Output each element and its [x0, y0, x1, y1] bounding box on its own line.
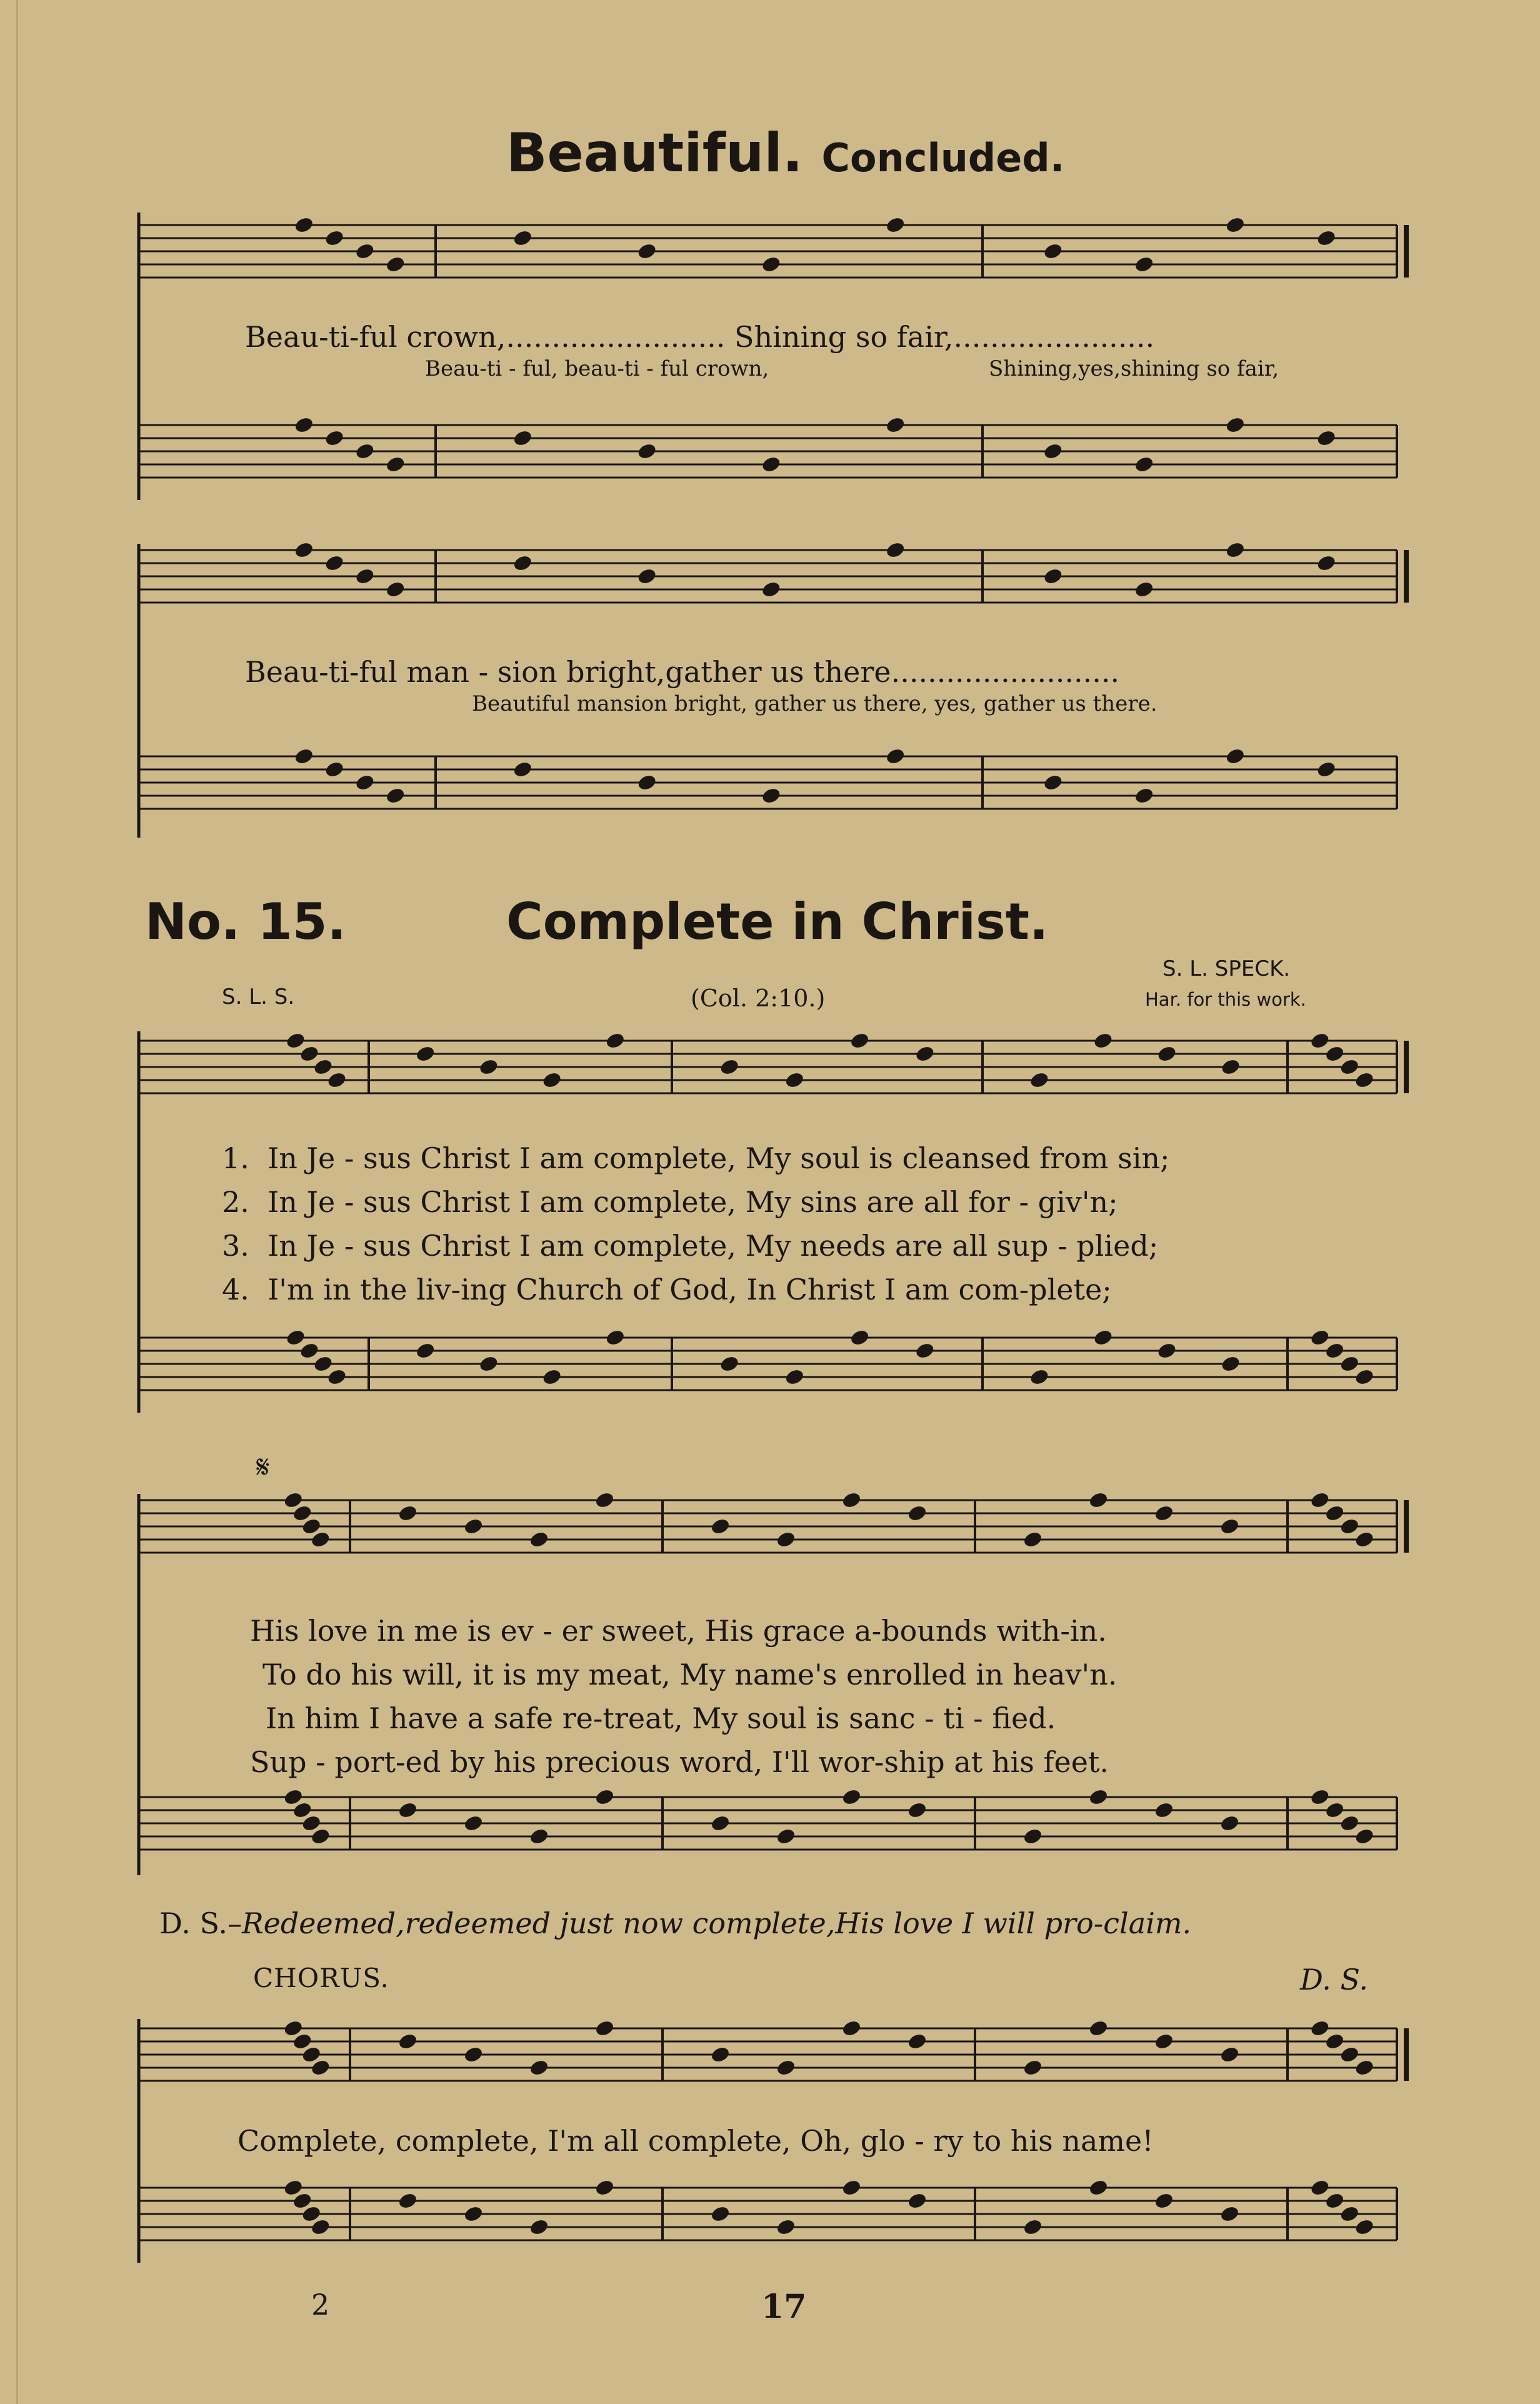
note-head	[541, 1071, 562, 1089]
hymn-title: Complete in Christ.	[506, 893, 1049, 951]
note-head	[1316, 229, 1337, 248]
note-head	[301, 1517, 322, 1536]
note-head	[1354, 1530, 1375, 1549]
note-head	[710, 2045, 731, 2064]
note-head	[636, 567, 658, 586]
verse-line: 3. In Je - sus Christ I am complete, My needs are all sup - plied;	[222, 1229, 1159, 1263]
verse-line: His love in me is ev - er sweet, His grace a-bounds with-in.	[250, 1614, 1107, 1648]
note-head	[312, 1355, 334, 1373]
note-head	[1154, 2191, 1175, 2210]
note-head	[301, 2205, 322, 2223]
note-head	[293, 216, 314, 234]
note-head	[1156, 1341, 1178, 1360]
note-head	[594, 1788, 616, 1806]
note-head	[463, 1517, 484, 1536]
note-head	[710, 1517, 731, 1536]
note-head	[1324, 1801, 1346, 1820]
note-head	[761, 580, 782, 599]
note-head	[776, 1827, 797, 1846]
note-head	[1022, 1827, 1044, 1846]
note-head	[1354, 1071, 1375, 1089]
note-head	[594, 2178, 616, 2197]
note-head	[415, 1044, 436, 1063]
verse-line: 1. In Je - sus Christ I am complete, My soul is cleansed from sin;	[222, 1141, 1170, 1175]
note-head	[385, 786, 406, 805]
note-head	[354, 567, 376, 586]
note-head	[529, 1530, 550, 1549]
note-head	[326, 1368, 348, 1386]
note-head	[1309, 2019, 1331, 2038]
note-head	[310, 1827, 331, 1846]
note-head	[541, 1368, 562, 1386]
verse-line: Sup - port-ed by his precious word, I'll wor-ship at his feet.	[250, 1745, 1109, 1779]
note-head	[529, 2058, 550, 2077]
note-head	[1324, 2191, 1346, 2210]
note-head	[299, 1341, 320, 1360]
note-head	[1220, 1058, 1241, 1076]
note-head	[385, 580, 406, 599]
note-head	[1022, 2058, 1044, 2077]
note-head	[1309, 1031, 1331, 1050]
note-head	[285, 1328, 306, 1347]
note-head	[301, 2045, 322, 2064]
signature-mark: 2	[311, 2288, 330, 2321]
note-head	[478, 1058, 499, 1076]
beautiful-echo-line1a: Beau-ti - ful, beau-ti - ful crown,	[425, 356, 769, 381]
note-head	[282, 1491, 304, 1510]
note-head	[1134, 255, 1155, 274]
note-head	[463, 2045, 484, 2064]
note-head	[398, 2191, 419, 2210]
note-head	[512, 554, 533, 573]
note-head	[1022, 1530, 1044, 1549]
beautiful-lyric-line2: Beau-ti-ful man - sion bright,gather us there.........................	[245, 655, 1120, 689]
note-head	[761, 786, 782, 805]
note-head	[310, 2058, 331, 2077]
note-head	[1156, 1044, 1178, 1063]
note-head	[841, 1491, 862, 1510]
note-head	[1324, 2032, 1346, 2051]
note-head	[761, 255, 782, 274]
verse-line: 4. I'm in the liv-ing Church of God, In Christ I am com-plete;	[222, 1273, 1112, 1306]
note-head	[1042, 773, 1064, 792]
note-head	[1309, 2178, 1331, 2197]
note-head	[310, 1530, 331, 1549]
note-head	[1354, 1827, 1375, 1846]
note-head	[478, 1355, 499, 1373]
note-head	[324, 429, 345, 448]
song-title-beautiful: Beautiful. Concluded.	[506, 122, 1065, 184]
note-head	[784, 1071, 805, 1089]
note-head	[292, 1504, 313, 1523]
note-head	[354, 773, 376, 792]
page-number: 17	[761, 2288, 807, 2326]
note-head	[1029, 1071, 1050, 1089]
note-head	[776, 1530, 797, 1549]
note-head	[1092, 1328, 1114, 1347]
note-head	[1219, 1517, 1241, 1536]
note-head	[1042, 442, 1064, 461]
note-head	[1134, 786, 1155, 805]
note-head	[1134, 455, 1155, 474]
note-head	[594, 2019, 616, 2038]
note-head	[463, 2205, 484, 2223]
note-head	[907, 2191, 928, 2210]
note-head	[512, 229, 533, 248]
note-head	[282, 2178, 304, 2197]
note-head	[776, 2058, 797, 2077]
note-head	[463, 1814, 484, 1833]
note-head	[604, 1031, 626, 1050]
note-head	[849, 1328, 871, 1347]
dal-segno-text: D. S.–Redeemed,redeemed just now complete,His love I will pro-claim.	[159, 1906, 1192, 1940]
note-head	[1088, 1788, 1109, 1806]
note-head	[1339, 1355, 1360, 1373]
note-head	[885, 747, 906, 766]
note-head	[512, 429, 533, 448]
note-head	[761, 455, 782, 474]
note-head	[293, 541, 314, 559]
note-head	[1042, 567, 1064, 586]
note-head	[1224, 216, 1246, 234]
verse-line: To do his will, it is my meat, My name's enrolled in heav'n.	[262, 1658, 1118, 1691]
note-head	[292, 2032, 313, 2051]
segno-sign: 𝄋	[256, 1449, 270, 1485]
chorus-lyric: Complete, complete, I'm all complete, Oh, glo - ry to his name!	[238, 2124, 1154, 2158]
note-head	[1134, 580, 1155, 599]
note-head	[1224, 416, 1246, 434]
note-head	[1224, 747, 1246, 766]
note-head	[1339, 2045, 1360, 2064]
note-head	[710, 2205, 731, 2223]
note-head	[719, 1355, 740, 1373]
note-head	[907, 1504, 928, 1523]
note-head	[1042, 242, 1064, 261]
note-head	[398, 1504, 419, 1523]
note-head	[398, 1801, 419, 1820]
note-head	[1309, 1328, 1331, 1347]
note-head	[385, 255, 406, 274]
note-head	[1219, 2045, 1241, 2064]
note-head	[1324, 1044, 1346, 1063]
note-head	[636, 773, 658, 792]
note-head	[385, 455, 406, 474]
note-head	[1219, 2205, 1241, 2223]
note-head	[1354, 2058, 1375, 2077]
note-head	[324, 229, 345, 248]
note-head	[529, 1827, 550, 1846]
note-head	[292, 1801, 313, 1820]
note-head	[354, 442, 376, 461]
note-head	[1029, 1368, 1050, 1386]
note-head	[282, 2019, 304, 2038]
note-head	[324, 554, 345, 573]
note-head	[1224, 541, 1246, 559]
note-head	[1088, 1491, 1109, 1510]
note-head	[324, 760, 345, 779]
note-head	[841, 2019, 862, 2038]
note-head	[849, 1031, 871, 1050]
note-head	[512, 760, 533, 779]
beautiful-echo-line2: Beautiful mansion bright, gather us there, yes, gather us there.	[472, 691, 1158, 716]
note-head	[1316, 760, 1337, 779]
ds-mark: D. S.	[1300, 1963, 1368, 1996]
note-head	[1339, 1058, 1360, 1076]
note-head	[1309, 1788, 1331, 1806]
note-head	[636, 442, 658, 461]
note-head	[326, 1071, 348, 1089]
note-head	[1354, 1368, 1375, 1386]
note-head	[604, 1328, 626, 1347]
note-head	[841, 2178, 862, 2197]
note-head	[885, 416, 906, 434]
scripture-reference: (Col. 2:10.)	[691, 984, 826, 1012]
note-head	[914, 1044, 936, 1063]
note-head	[1339, 2205, 1360, 2223]
verse-line: In him I have a safe re-treat, My soul is sanc - ti - fied.	[266, 1701, 1056, 1735]
hymn-number: No. 15.	[145, 893, 346, 951]
note-head	[841, 1788, 862, 1806]
note-head	[907, 1801, 928, 1820]
note-head	[292, 2191, 313, 2210]
note-head	[1219, 1814, 1241, 1833]
note-head	[529, 2218, 550, 2236]
note-head	[1154, 1504, 1175, 1523]
note-head	[636, 242, 658, 261]
note-head	[1324, 1341, 1346, 1360]
beautiful-lyric-line1: Beau-ti-ful crown,........................ Shining so fair,......................	[245, 320, 1155, 354]
note-head	[282, 1788, 304, 1806]
note-head	[776, 2218, 797, 2236]
note-head	[907, 2032, 928, 2051]
note-head	[710, 1814, 731, 1833]
note-head	[354, 242, 376, 261]
note-head	[1309, 1491, 1331, 1510]
note-head	[293, 747, 314, 766]
note-head	[784, 1368, 805, 1386]
author-initials: S. L. S.	[222, 984, 295, 1009]
note-head	[719, 1058, 740, 1076]
verse-line: 2. In Je - sus Christ I am complete, My sins are all for - giv'n;	[222, 1185, 1118, 1219]
note-head	[1092, 1031, 1114, 1050]
note-head	[1022, 2218, 1044, 2236]
note-head	[1088, 2178, 1109, 2197]
harmonizer-note: Har. for this work.	[1145, 989, 1306, 1010]
note-head	[1354, 2218, 1375, 2236]
note-head	[415, 1341, 436, 1360]
note-head	[299, 1044, 320, 1063]
note-head	[885, 541, 906, 559]
note-head	[312, 1058, 334, 1076]
note-head	[310, 2218, 331, 2236]
note-head	[1154, 2032, 1175, 2051]
note-head	[301, 1814, 322, 1833]
composer-name: S. L. SPECK.	[1162, 956, 1291, 981]
note-head	[398, 2032, 419, 2051]
note-head	[1324, 1504, 1346, 1523]
note-head	[885, 216, 906, 234]
note-head	[1339, 1517, 1360, 1536]
note-head	[285, 1031, 306, 1050]
note-head	[1220, 1355, 1241, 1373]
note-head	[1339, 1814, 1360, 1833]
note-head	[914, 1341, 936, 1360]
chorus-label: CHORUS.	[253, 1963, 389, 1993]
note-head	[594, 1491, 616, 1510]
note-head	[1088, 2019, 1109, 2038]
note-head	[1316, 429, 1337, 448]
note-head	[1154, 1801, 1175, 1820]
note-head	[1316, 554, 1337, 573]
note-head	[293, 416, 314, 434]
beautiful-echo-line1b: Shining,yes,shining so fair,	[989, 356, 1279, 381]
